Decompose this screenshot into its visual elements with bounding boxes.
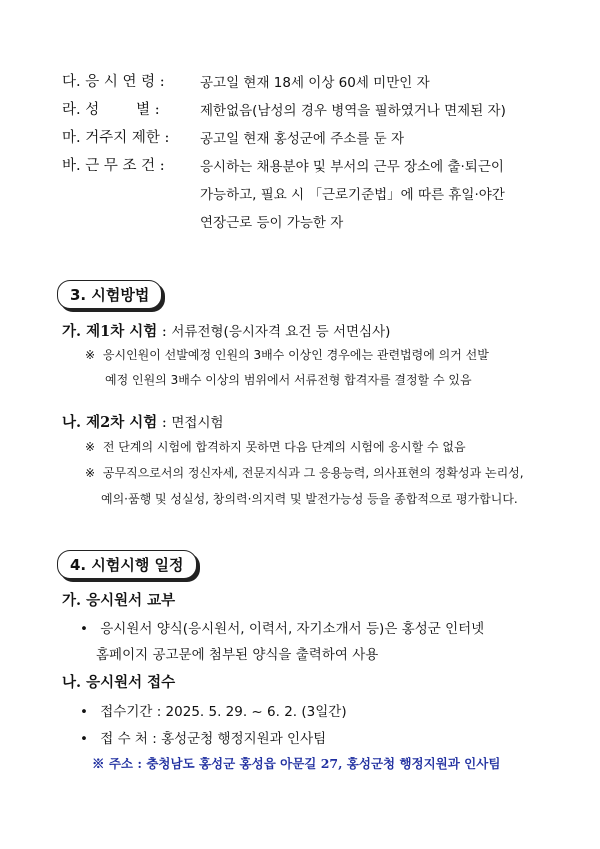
requirement-value: 제한없음(남성의 경우 병역을 필하였거나 면제된 자) <box>200 103 506 119</box>
requirement-value: 응시하는 채용분야 및 부서의 근무 장소에 출·퇴근이 <box>200 159 504 175</box>
requirement-value: 공고일 현재 18세 이상 60세 미만인 자 <box>200 75 430 91</box>
first-exam-label: 가. 제1차 시험 <box>62 323 158 340</box>
application-place: • 접 수 처 : 홍성군청 행정지원과 인사팀 <box>80 731 327 747</box>
application-distribution-label: 가. 응시원서 교부 <box>62 592 176 609</box>
requirement-residence <box>62 126 405 147</box>
requirement-work-cont-1: 가능하고, 필요 시 「근로기준법」에 따른 휴일·야간 <box>200 187 505 203</box>
application-distribution-cont: 홈페이지 공고문에 첨부된 양식을 출력하여 사용 <box>96 647 379 663</box>
first-exam-value: 서류전형(응시자격 요건 등 서면심사) <box>171 324 391 340</box>
requirement-key: 라. 성 별 : <box>62 102 160 118</box>
requirement-key: 바. 근 무 조 건 : <box>62 158 165 174</box>
requirement-key: 다. 응 시 연 령 : <box>62 74 165 90</box>
second-exam-sep: : <box>161 415 167 431</box>
second-exam-value: 면접시험 <box>171 415 224 431</box>
second-exam-label: 나. 제2차 시험 <box>62 414 158 431</box>
application-receipt-label: 나. 응시원서 접수 <box>62 674 176 691</box>
requirement-age <box>62 70 430 91</box>
requirement-gender <box>62 98 506 119</box>
application-distribution-bullet: • 응시원서 양식(응시원서, 이력서, 자기소개서 등)은 홍성군 인터넷 <box>80 621 485 637</box>
requirement-key: 마. 거주지 제한 : <box>62 130 170 146</box>
section-4-header: 4. 시험시행 일정 <box>57 550 197 579</box>
requirement-work-cont-2: 연장근로 등이 가능한 자 <box>200 215 344 231</box>
second-exam <box>62 411 224 432</box>
first-exam-note-1: ※ 응시인원이 선발예정 인원의 3배수 이상인 경우에는 관련법령에 의거 선발 <box>85 348 489 362</box>
first-exam <box>62 320 390 341</box>
second-exam-note-3: 예의·품행 및 성실성, 창의력·의지력 및 발전가능성 등을 종합적으로 평가합니다. <box>101 492 518 506</box>
section-3-header: 3. 시험방법 <box>57 280 162 309</box>
second-exam-note-2: ※ 공무직으로서의 정신자세, 전문지식과 그 응용능력, 의사표현의 정확성과 논리성, <box>85 466 524 480</box>
first-exam-sep: : <box>161 324 167 340</box>
first-exam-note-2: 예정 인원의 3배수 이상의 범위에서 서류전형 합격자를 결정할 수 있음 <box>105 373 472 387</box>
requirement-value: 공고일 현재 홍성군에 주소를 둔 자 <box>200 131 405 147</box>
application-period: • 접수기간 : 2025. 5. 29. ~ 6. 2. (3일간) <box>80 704 347 720</box>
second-exam-note-1: ※ 전 단계의 시험에 합격하지 못하면 다음 단계의 시험에 응시할 수 없음 <box>85 440 466 454</box>
requirement-work <box>62 154 504 175</box>
address-note: ※ 주소 : 충청남도 홍성군 홍성읍 아문길 27, 홍성군청 행정지원과 인사팀 <box>92 756 501 771</box>
